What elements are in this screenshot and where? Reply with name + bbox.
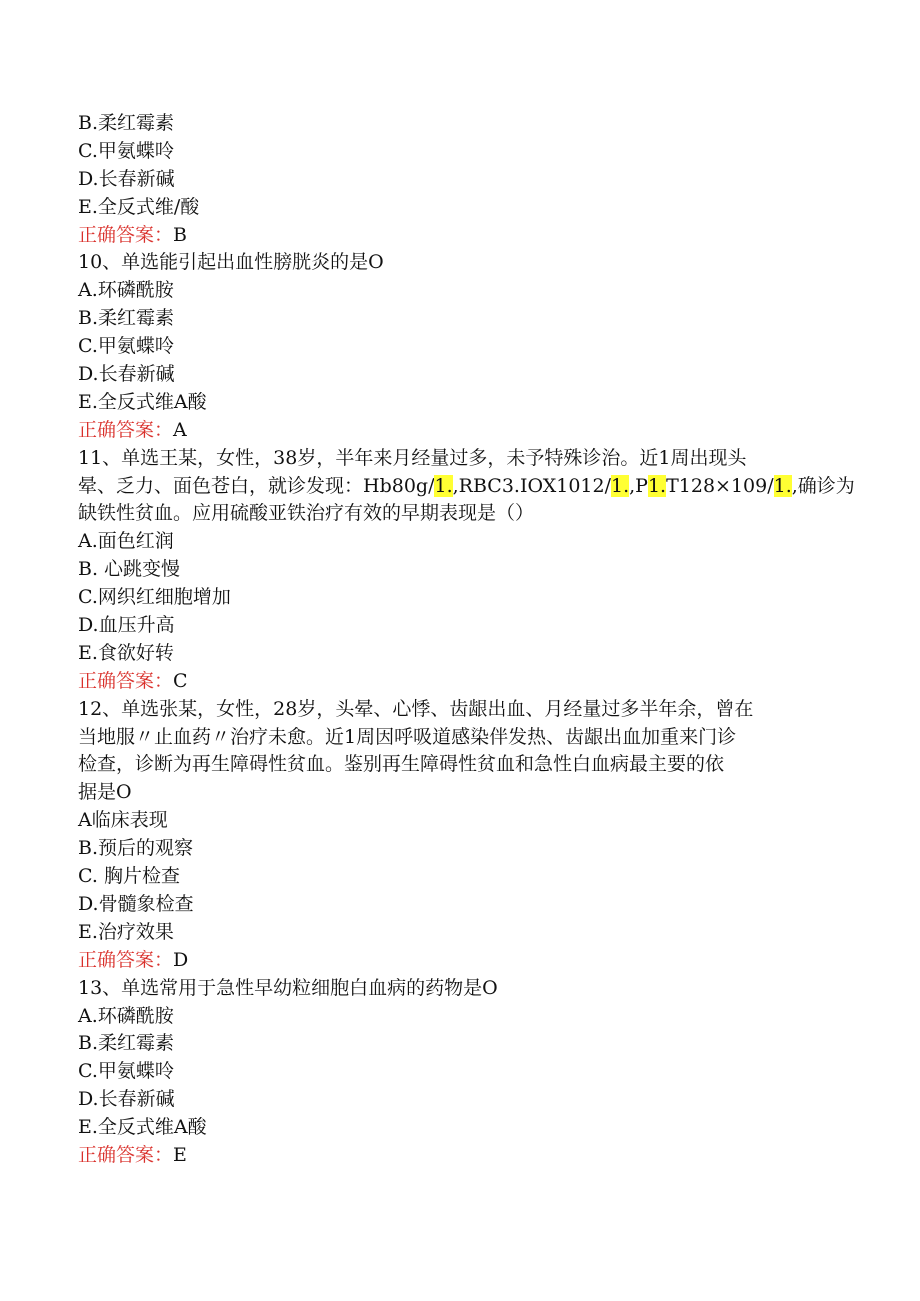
highlighted-text: 1. xyxy=(773,474,792,497)
option-line: C.甲氨蝶呤 xyxy=(78,335,174,358)
answer-value: D xyxy=(173,948,189,971)
question-text-segment: ,确诊为 xyxy=(791,474,855,497)
question-line: 据是O xyxy=(78,781,132,804)
answer-line xyxy=(78,1142,848,1170)
highlighted-text: 1. xyxy=(647,474,667,497)
option-line: A.环磷酰胺 xyxy=(78,279,174,302)
option-line: D.长春新碱 xyxy=(78,363,175,386)
answer-label: 正确答案： xyxy=(78,418,174,441)
highlighted-text: 1. xyxy=(434,474,453,497)
question-text-segment: T128×109∕ xyxy=(666,474,774,497)
question-line: 12、单选张某，女性，28岁，头晕、心悸、齿龈出血、月经量过多半年余，曾在 xyxy=(78,697,754,720)
question-line: 13、单选常用于急性早幼粒细胞白血病的药物是O xyxy=(78,976,498,999)
answer-value: A xyxy=(173,418,187,441)
option-line: C.甲氨蝶呤 xyxy=(78,139,174,162)
answer-line xyxy=(78,417,848,445)
option-line: C. 胸片检查 xyxy=(78,865,180,888)
option-line: C.网织红细胞增加 xyxy=(78,586,231,609)
option-line: B. 心跳变慢 xyxy=(78,558,181,581)
question-text-segment: 晕、乏力、面色苍白，就诊发现：Hb80g∕ xyxy=(78,474,435,497)
option-line: A.面色红润 xyxy=(78,530,174,553)
question-line xyxy=(78,473,855,501)
option-line: D.骨髓象检查 xyxy=(78,892,194,915)
answer-value: B xyxy=(173,223,187,246)
answer-line xyxy=(78,668,848,696)
option-line: E.全反式维∕酸 xyxy=(78,195,200,218)
answer-label: 正确答案： xyxy=(78,948,174,971)
option-line: D.长春新碱 xyxy=(78,1088,175,1111)
option-line: E.治疗效果 xyxy=(78,920,174,943)
question-line: 检查，诊断为再生障碍性贫血。鉴别再生障碍性贫血和急性白血病最主要的依 xyxy=(78,753,725,776)
document-page xyxy=(78,110,855,1170)
answer-label: 正确答案： xyxy=(78,223,174,246)
answer-label: 正确答案： xyxy=(78,1143,174,1166)
option-line: E.全反式维A酸 xyxy=(78,390,207,413)
question-line: 10、单选能引起出血性膀胱炎的是O xyxy=(78,251,384,274)
option-line: D.长春新碱 xyxy=(78,167,175,190)
question-text-segment: ,RBC3.IOX1012∕ xyxy=(452,474,611,497)
question-text-segment: ,P xyxy=(629,474,648,497)
option-line: B.预后的观察 xyxy=(78,837,194,860)
question-line: 11、单选王某，女性，38岁，半年来月经量过多，未予特殊诊治。近1周出现头 xyxy=(78,446,747,469)
option-line: A.环磷酰胺 xyxy=(78,1004,174,1027)
answer-line xyxy=(78,222,848,250)
option-line: D.血压升高 xyxy=(78,614,175,637)
option-line: E.食欲好转 xyxy=(78,641,174,664)
option-line: E.全反式维A酸 xyxy=(78,1116,207,1139)
answer-label: 正确答案： xyxy=(78,669,174,692)
question-line: 当地服〃止血药〃治疗未愈。近1周因呼吸道感染伴发热、齿龈出血加重来门诊 xyxy=(78,725,737,748)
option-line: B.柔红霉素 xyxy=(78,307,175,330)
option-line: B.柔红霉素 xyxy=(78,112,175,134)
option-line: C.甲氨蝶呤 xyxy=(78,1060,174,1083)
highlighted-text: 1. xyxy=(610,474,630,497)
answer-value: E xyxy=(173,1143,187,1166)
answer-value: C xyxy=(173,669,188,692)
answer-line xyxy=(78,947,848,975)
option-line: A临床表现 xyxy=(78,809,168,832)
question-line: 缺铁性贫血。应用硫酸亚铁治疗有效的早期表现是（） xyxy=(78,502,535,525)
option-line: B.柔红霉素 xyxy=(78,1032,175,1055)
